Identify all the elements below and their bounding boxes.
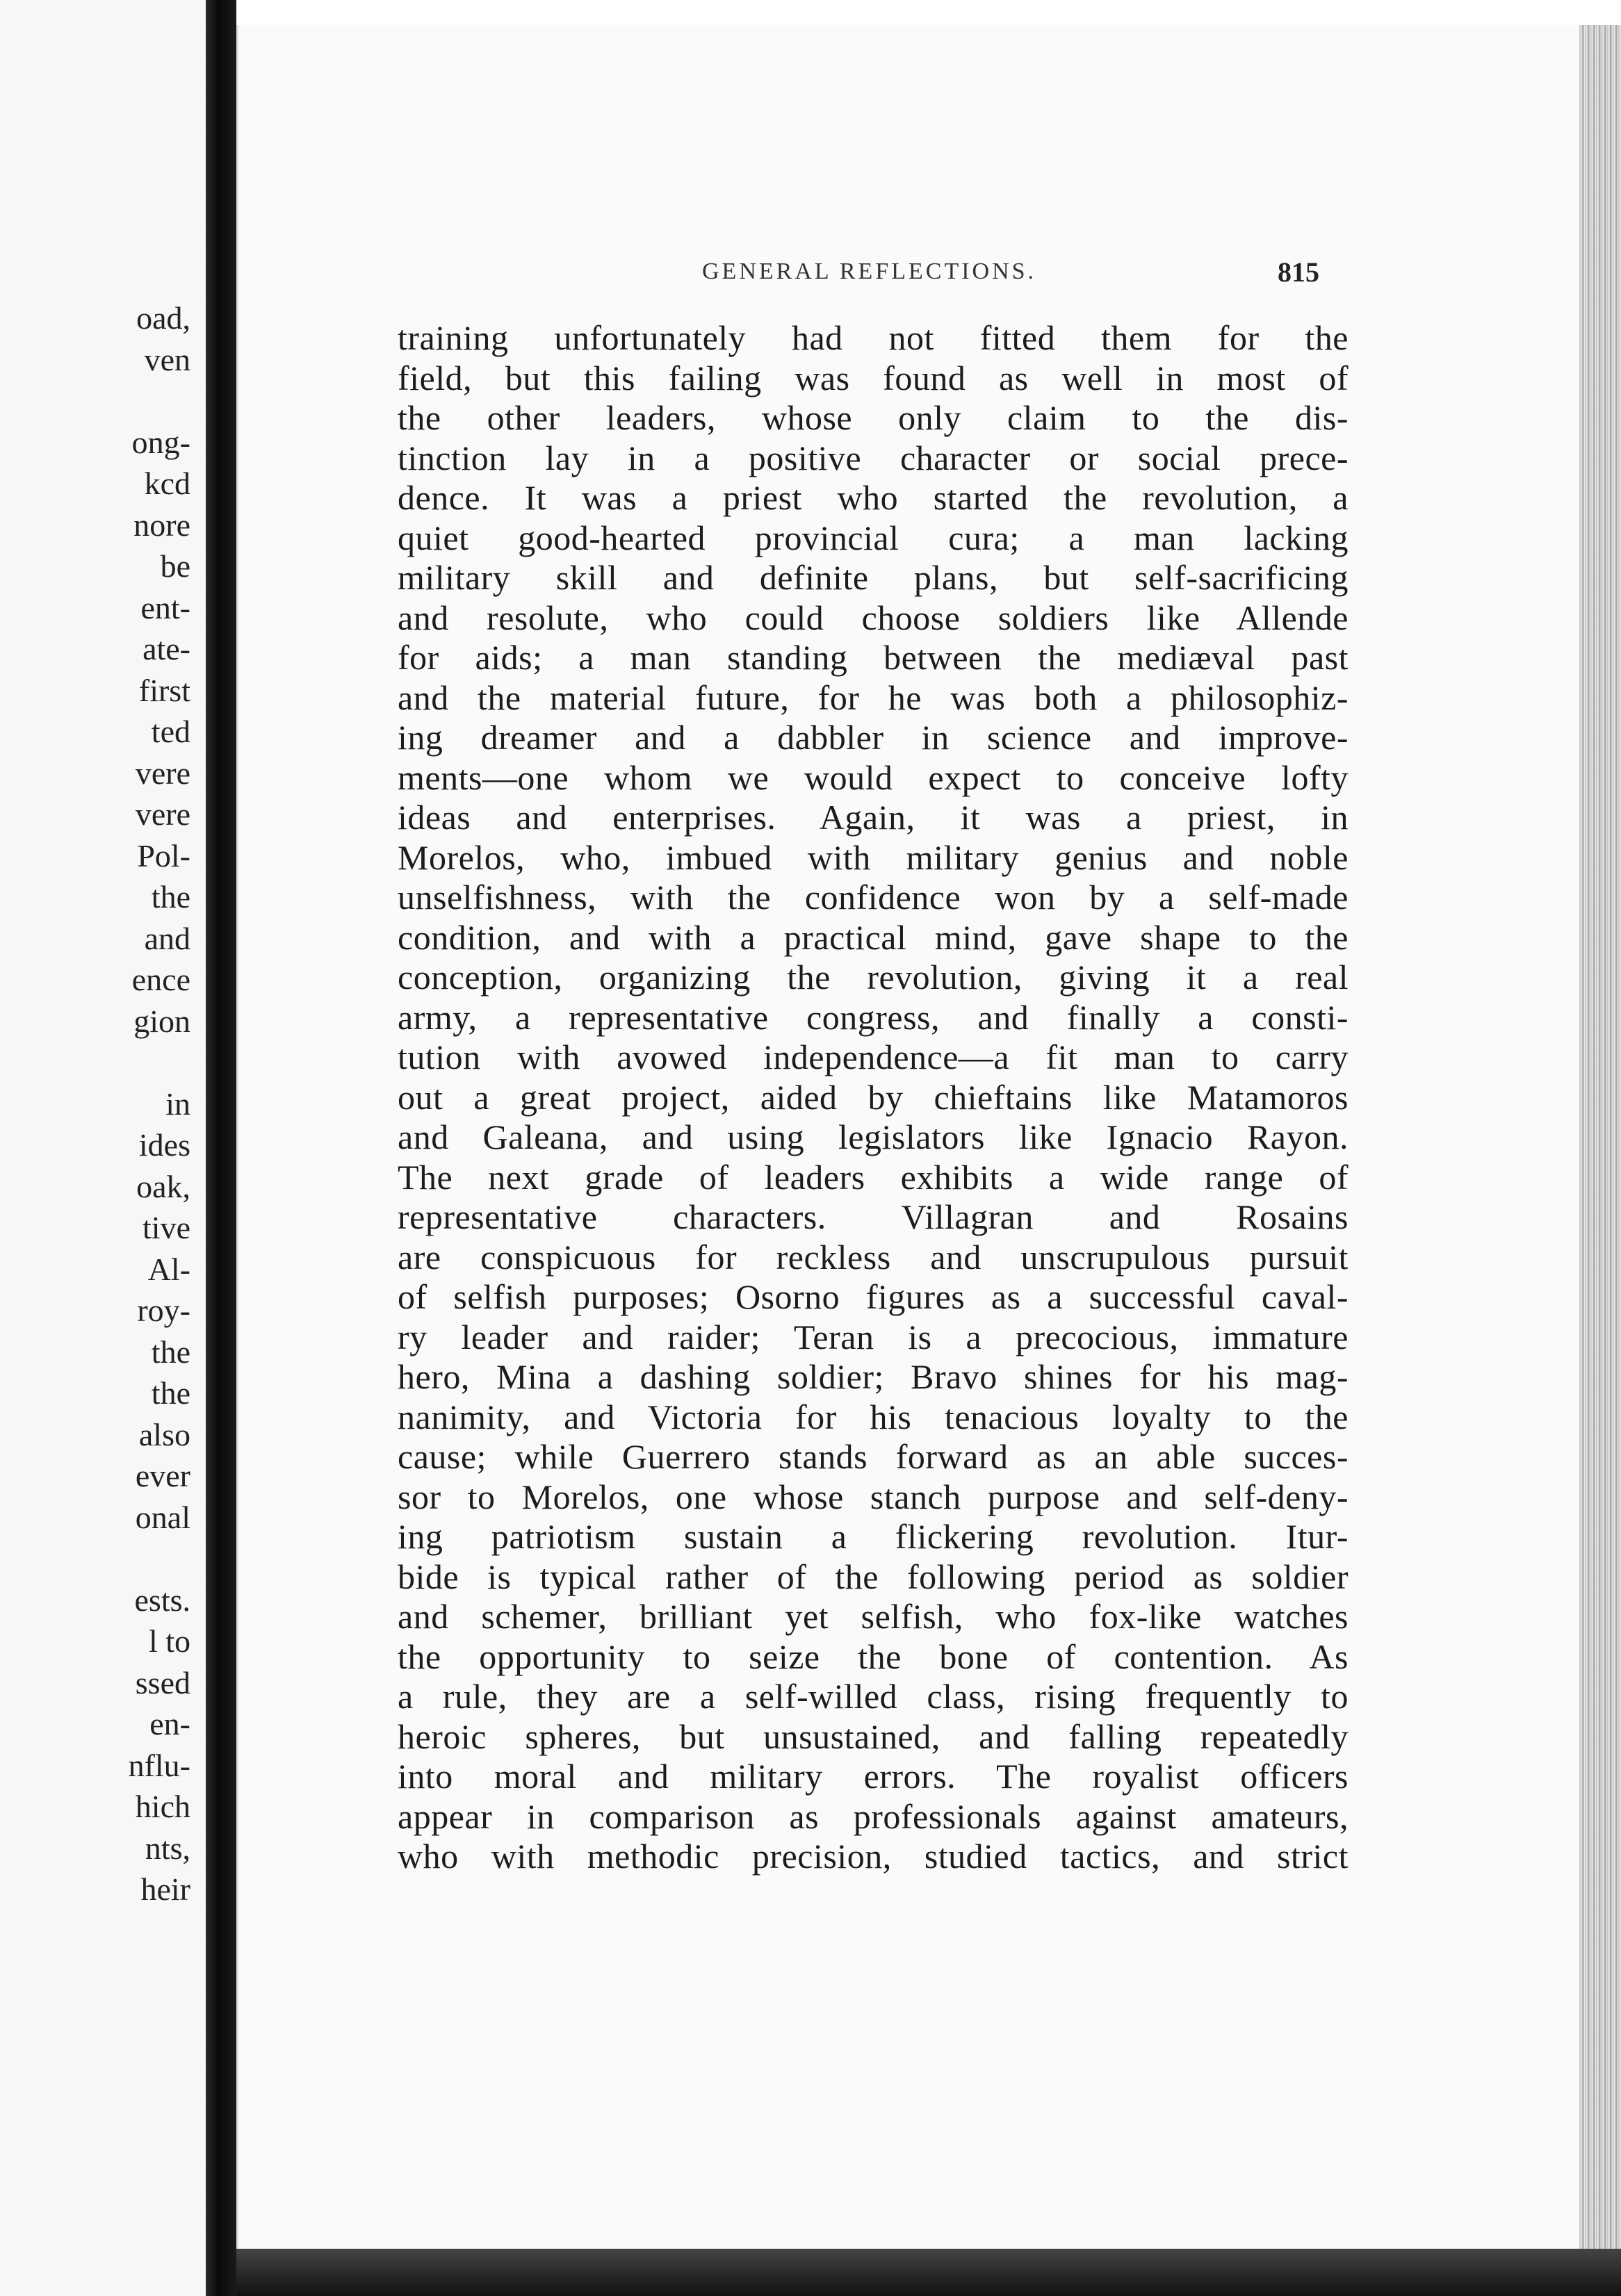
text-line: the other leaders, whose only claim to the dis-: [398, 398, 1349, 437]
text-line: cause; while Guerrero stands forward as an able succes-: [398, 1437, 1349, 1476]
text-line: ments—one whom we would expect to conceive lofty: [398, 757, 1349, 797]
left-page-fragment: ent-: [140, 589, 190, 625]
running-head: GENERAL REFLECTIONS.: [702, 259, 1037, 284]
text-line: tution with avowed independence—a fit man to carry: [398, 1038, 1349, 1076]
left-page-fragment: tive: [142, 1210, 190, 1245]
left-page-fragment: oad,: [136, 300, 190, 336]
text-line: into moral and military errors. The royalist officers: [398, 1757, 1349, 1796]
bottom-shadow: [236, 2249, 1621, 2296]
text-line: ideas and enterprises. Again, it was a priest, in: [398, 798, 1349, 837]
left-page-fragment: ate-: [142, 631, 190, 666]
text-line: bide is typical rather of the following period as soldier: [398, 1557, 1349, 1596]
text-line: nanimity, and Victoria for his tenacious loyalty to the: [398, 1397, 1349, 1436]
text-line: and the material future, for he was both a philosophiz-: [398, 678, 1349, 717]
text-line: and Galeana, and using legislators like Ignacio Rayon.: [398, 1117, 1349, 1156]
text-line: training unfortunately had not fitted them for the: [398, 318, 1349, 357]
text-line: hero, Mina a dashing soldier; Bravo shines for his mag-: [398, 1357, 1349, 1396]
text-line: tinction lay in a positive character or social prece-: [398, 438, 1349, 477]
left-page-fragment: hich: [135, 1789, 190, 1824]
text-line: field, but this failing was found as well in most of: [398, 358, 1349, 397]
left-page-fragment: in: [165, 1085, 190, 1122]
text-line: out a great project, aided by chieftains like Matamoros: [398, 1077, 1349, 1117]
left-page-fragment: ides: [138, 1127, 190, 1163]
left-page-fragment: ever: [135, 1458, 190, 1493]
text-line: for aids; a man standing between the mediæval past: [398, 638, 1349, 677]
left-page-fragment: en-: [149, 1706, 190, 1741]
left-page-fragment: ven: [144, 341, 190, 377]
left-page-fragment: ence: [131, 962, 190, 997]
left-page-fragment: the: [151, 1375, 190, 1411]
left-page-fragment: kcd: [144, 466, 190, 501]
left-page-fragment: onal: [135, 1499, 190, 1535]
text-line: unselfishness, with the confidence won by a self-made: [398, 878, 1349, 917]
left-page-fragment: Pol-: [137, 837, 190, 874]
text-line: ing dreamer and a dabbler in science and improve-: [398, 718, 1349, 757]
text-line: appear in comparison as professionals against amateurs,: [398, 1796, 1349, 1836]
text-line: military skill and definite plans, but self-sacrificing: [398, 558, 1349, 597]
left-page-fragment: ted: [151, 714, 190, 749]
left-page-fragment: vere: [135, 755, 190, 791]
text-line: condition, and with a practical mind, gave shape to the: [398, 917, 1349, 957]
left-page-fragment: l to: [148, 1623, 190, 1659]
left-page-fragment: oak,: [136, 1168, 190, 1204]
text-line: ing patriotism sustain a flickering revolution. Itur-: [398, 1517, 1349, 1556]
text-line: representative characters. Villagran and Rosains: [398, 1197, 1349, 1236]
left-page: [0, 0, 209, 2296]
text-line: The next grade of leaders exhibits a wide range of: [398, 1157, 1349, 1197]
left-page-fragment: be: [160, 548, 190, 584]
text-line: a rule, they are a self-willed class, rising frequently to: [398, 1677, 1349, 1716]
text-line: sor to Morelos, one whose stanch purpose and self-deny-: [398, 1477, 1349, 1516]
left-page-fragment: first: [138, 672, 190, 708]
text-line: ry leader and raider; Teran is a precocious, immature: [398, 1317, 1349, 1356]
left-page-fragment: the: [151, 879, 190, 915]
text-line: of selfish purposes; Osorno figures as a successful caval-: [398, 1277, 1349, 1316]
left-page-fragment: heir: [140, 1871, 190, 1907]
text-line: dence. It was a priest who started the revolution, a: [398, 478, 1349, 517]
left-page-fragment: ests.: [134, 1582, 190, 1618]
page-number: 815: [1278, 256, 1319, 288]
left-page-fragment: the: [151, 1334, 190, 1370]
body-text: [398, 318, 1349, 1877]
text-line: and schemer, brilliant yet selfish, who fox-like watches: [398, 1597, 1349, 1636]
left-page-fragment: and: [144, 920, 190, 956]
left-page-fragment: Al-: [147, 1251, 190, 1287]
left-page-fragment: ssed: [135, 1664, 190, 1700]
left-page-fragment: gion: [133, 1003, 190, 1039]
text-line: are conspicuous for reckless and unscrupulous pursuit: [398, 1237, 1349, 1277]
text-line: Morelos, who, imbued with military genius and noble: [398, 837, 1349, 877]
page-edge: [1579, 25, 1621, 2249]
text-line: the opportunity to seize the bone of contention. As: [398, 1637, 1349, 1676]
left-page-fragment: nts,: [145, 1830, 190, 1866]
left-page-fragment: vere: [135, 796, 190, 832]
book-gutter: [206, 0, 236, 2296]
text-line: army, a representative congress, and finally a consti-: [398, 997, 1349, 1037]
text-line: and resolute, who could choose soldiers like Allende: [398, 598, 1349, 637]
text-line: conception, organizing the revolution, giving it a real: [398, 958, 1349, 997]
left-page-fragment: also: [138, 1416, 190, 1452]
left-page-fragment: ong-: [131, 424, 190, 460]
text-line: heroic spheres, but unsustained, and falling repeatedly: [398, 1716, 1349, 1756]
left-page-fragment: roy-: [137, 1293, 190, 1328]
left-page-fragment: nore: [133, 507, 190, 543]
text-line: quiet good-hearted provincial cura; a man lacking: [398, 518, 1349, 557]
text-line: who with methodic precision, studied tactics, and strict: [398, 1837, 1349, 1876]
left-page-fragment: nflu-: [128, 1747, 190, 1783]
